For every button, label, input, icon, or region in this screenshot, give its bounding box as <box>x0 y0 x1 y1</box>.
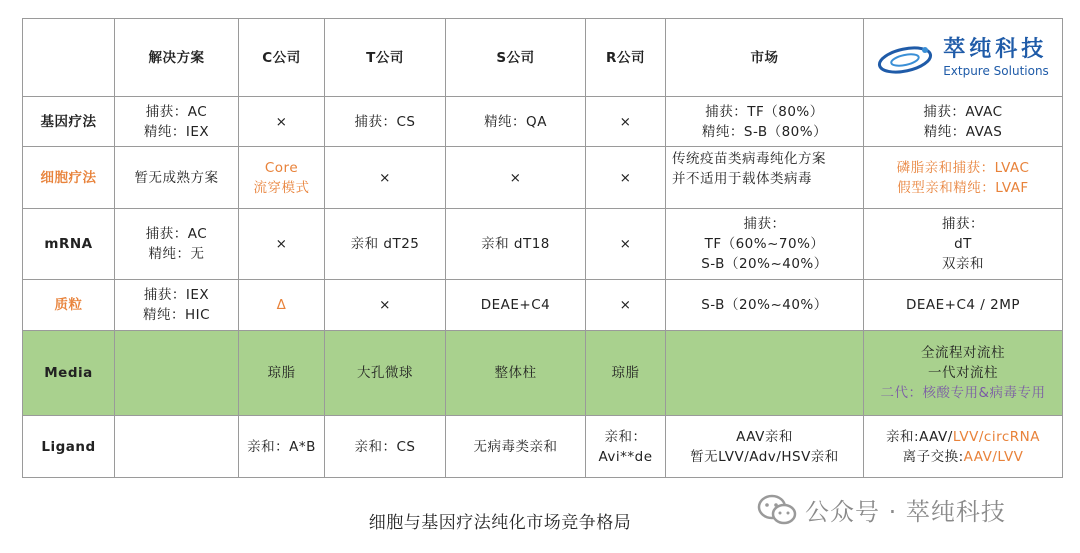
comparison-table <box>22 18 1063 478</box>
cell-cell-market: 传统疫苗类病毒纯化方案 并不适用于载体类病毒 <box>666 147 864 209</box>
cell-gene-r: × <box>586 97 666 147</box>
cell-ligand-s: 无病毒类亲和 <box>446 416 586 478</box>
cell-ligand-solution <box>115 416 239 478</box>
figure-caption: 细胞与基因疗法纯化市场竞争格局 <box>368 513 632 533</box>
cell-cell-solution: 暂无成熟方案 <box>115 147 239 209</box>
row-label-media: Media <box>23 331 115 416</box>
cell-plasmid-s: DEAE+C4 <box>446 280 586 331</box>
cell-mrna-extpure: 捕获： dT 双亲和 <box>864 209 1063 280</box>
globe-swoosh-icon <box>877 38 939 78</box>
cell-cell-s: × <box>446 147 586 209</box>
cell-ligand-c: 亲和：A*B <box>239 416 325 478</box>
cell-plasmid-t: × <box>325 280 446 331</box>
watermark-text: 公众号 · 萃纯科技 <box>805 498 1006 526</box>
row-cell-therapy <box>23 147 1063 209</box>
header-company-s: S公司 <box>446 19 586 97</box>
cell-media-extpure: 全流程对流柱 一代对流柱 二代：核酸专用&病毒专用 <box>864 331 1063 416</box>
extpure-logo <box>868 38 1058 78</box>
cell-mrna-market: 捕获： TF（60%~70%） S-B（20%~40%） <box>666 209 864 280</box>
cell-gene-t: 捕获：CS <box>325 97 446 147</box>
row-label-gene: 基因疗法 <box>23 97 115 147</box>
header-logo-cell <box>864 19 1063 97</box>
cell-media-r: 琼脂 <box>586 331 666 416</box>
cell-plasmid-r: × <box>586 280 666 331</box>
header-company-t: T公司 <box>325 19 446 97</box>
cell-gene-c: × <box>239 97 325 147</box>
cell-mrna-t: 亲和 dT25 <box>325 209 446 280</box>
cell-ligand-r: 亲和： Avi**de <box>586 416 666 478</box>
cell-cell-c: Core 流穿模式 <box>239 147 325 209</box>
row-label-cell: 细胞疗法 <box>23 147 115 209</box>
cell-cell-r: × <box>586 147 666 209</box>
cell-media-t: 大孔微球 <box>325 331 446 416</box>
cell-media-s: 整体柱 <box>446 331 586 416</box>
row-label-plasmid: 质粒 <box>23 280 115 331</box>
cell-media-c: 琼脂 <box>239 331 325 416</box>
header-market: 市场 <box>666 19 864 97</box>
cell-mrna-r: × <box>586 209 666 280</box>
row-media <box>23 331 1063 416</box>
row-label-ligand: Ligand <box>23 416 115 478</box>
logo-chinese-name: 萃纯科技 <box>943 36 1048 62</box>
cell-ligand-t: 亲和：CS <box>325 416 446 478</box>
cell-plasmid-c: Δ <box>239 280 325 331</box>
row-mrna <box>23 209 1063 280</box>
cell-gene-s: 精纯：QA <box>446 97 586 147</box>
row-label-mrna: mRNA <box>23 209 115 280</box>
cell-mrna-c: × <box>239 209 325 280</box>
cell-plasmid-extpure: DEAE+C4 / 2MP <box>864 280 1063 331</box>
cell-ligand-extpure: 亲和:AAV/LVV/circRNA 离子交换:AAV/LVV <box>864 416 1063 478</box>
cell-cell-t: × <box>325 147 446 209</box>
header-company-r: R公司 <box>586 19 666 97</box>
logo-english-name: Extpure Solutions <box>943 63 1049 78</box>
header-company-c: C公司 <box>239 19 325 97</box>
row-gene-therapy <box>23 97 1063 147</box>
cell-ligand-market: AAV亲和 暂无LVV/Adv/HSV亲和 <box>666 416 864 478</box>
cell-media-market <box>666 331 864 416</box>
header-corner <box>23 19 115 97</box>
wechat-watermark <box>757 492 1006 527</box>
row-ligand <box>23 416 1063 478</box>
cell-gene-market: 捕获：TF（80%） 精纯：S-B（80%） <box>666 97 864 147</box>
cell-plasmid-market: S-B（20%~40%） <box>666 280 864 331</box>
cell-media-solution <box>115 331 239 416</box>
cell-mrna-solution: 捕获：AC 精纯：无 <box>115 209 239 280</box>
cell-plasmid-solution: 捕获：IEX 精纯：HIC <box>115 280 239 331</box>
cell-gene-extpure: 捕获：AVAC 精纯：AVAS <box>864 97 1063 147</box>
cell-gene-solution: 捕获：AC 精纯：IEX <box>115 97 239 147</box>
cell-mrna-s: 亲和 dT18 <box>446 209 586 280</box>
cell-cell-extpure: 磷脂亲和捕获：LVAC 假型亲和精纯：LVAF <box>864 147 1063 209</box>
header-solution: 解决方案 <box>115 19 239 97</box>
wechat-icon <box>757 493 797 527</box>
row-plasmid <box>23 280 1063 331</box>
header-row <box>23 19 1063 97</box>
